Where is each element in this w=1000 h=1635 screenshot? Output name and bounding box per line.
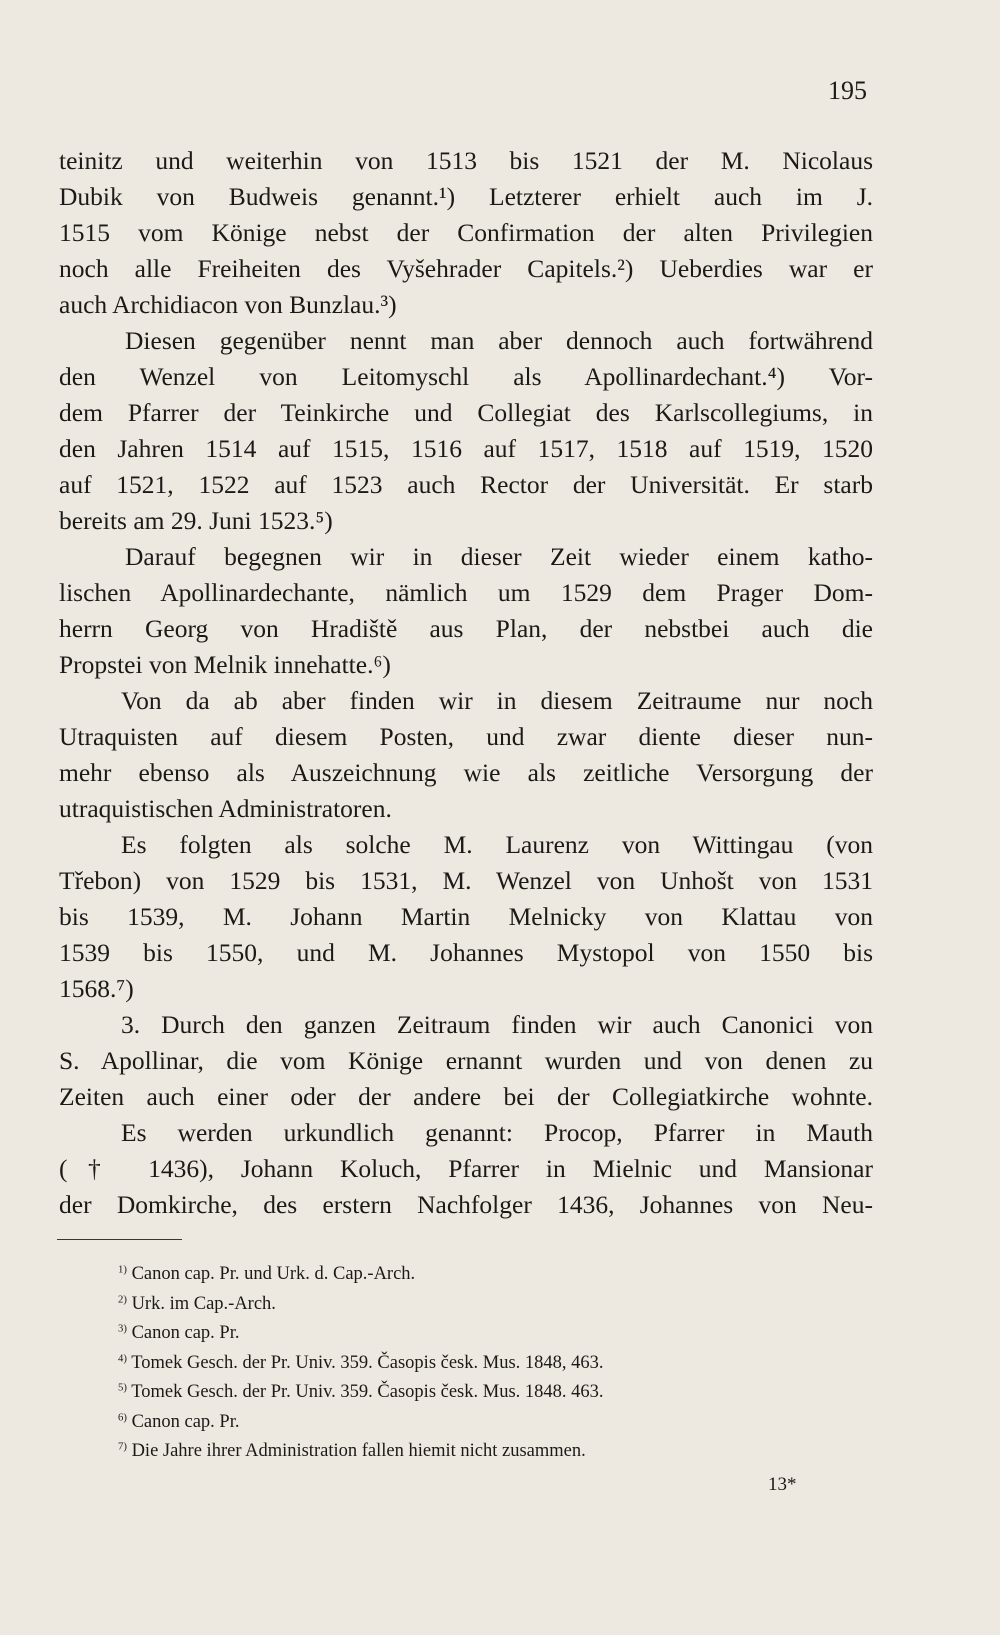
text-line: Dubik von Budweis genannt.¹) Letzterer erhielt auch im J. (59, 182, 873, 211)
footnote (118, 1437, 818, 1467)
text-line: Utraquisten auf diesem Posten, und zwar diente dieser nun- (59, 722, 873, 751)
footnote (118, 1378, 818, 1408)
text-line: der Domkirche, des erstern Nachfolger 1436, Johannes von Neu- (59, 1190, 873, 1219)
text-line: noch alle Freiheiten des Vyšehrader Capitels.²) Ueberdies war er (59, 254, 873, 283)
text-line: Třebon) von 1529 bis 1531, M. Wenzel von Unhošt von 1531 (59, 866, 873, 895)
text-line: S. Apollinar, die vom Könige ernannt wurden und von denen zu (59, 1046, 873, 1075)
text-line: Zeiten auch einer oder der andere bei der Collegiatkirche wohnte. (59, 1082, 873, 1111)
footnote-mark: 4) (118, 1351, 127, 1364)
text-line: 1539 bis 1550, und M. Johannes Mystopol von 1550 bis (59, 938, 873, 967)
text-line: bis 1539, M. Johann Martin Melnicky von Klattau von (59, 902, 873, 931)
footnote-text: Tomek Gesch. der Pr. Univ. 359. Časopis česk. Mus. 1848, 463. (131, 1352, 604, 1373)
text-line: 1515 vom Könige nebst der Confirmation der alten Privilegien (59, 218, 873, 247)
text-line: utraquistischen Administratoren. (59, 794, 392, 823)
footnote (118, 1408, 818, 1438)
footnote-mark: 7) (118, 1440, 127, 1453)
footnote-separator (57, 1239, 182, 1240)
footnote-text: Urk. im Cap.-Arch. (131, 1293, 276, 1314)
signature-mark: 13* (768, 1474, 797, 1495)
footnote-mark: 5) (118, 1381, 127, 1394)
footnote (118, 1319, 818, 1349)
text-line: herrn Georg von Hradiště aus Plan, der nebstbei auch die (59, 614, 873, 643)
text-line: auf 1521, 1522 auf 1523 auch Rector der Universität. Er starb (59, 470, 873, 499)
footnotes (118, 1260, 818, 1467)
text-line: auch Archidiacon von Bunzlau.³) (59, 290, 397, 319)
text-line: Darauf begegnen wir in dieser Zeit wieder einem katho- (125, 542, 873, 571)
page-number: 195 (828, 76, 867, 105)
text-line: mehr ebenso als Auszeichnung wie als zeitliche Versorgung der (59, 758, 873, 787)
text-line: Von da ab aber finden wir in diesem Zeitraume nur noch (121, 686, 873, 715)
text-line: Propstei von Melnik innehatte.⁶) (59, 650, 391, 679)
footnote-text: Die Jahre ihrer Administration fallen hiemit nicht zusammen. (131, 1441, 586, 1461)
footnote-text: Tomek Gesch. der Pr. Univ. 359. Časopis česk. Mus. 1848. 463. (131, 1382, 604, 1402)
footnote-mark: 3) (118, 1322, 127, 1335)
text-line: Es werden urkundlich genannt: Procop, Pfarrer in Mauth (121, 1118, 873, 1147)
text-line: dem Pfarrer der Teinkirche und Collegiat des Karlscollegiums, in (59, 398, 873, 427)
footnote-text: Canon cap. Pr. und Urk. d. Cap.-Arch. (131, 1264, 416, 1284)
footnote (118, 1290, 818, 1320)
body-text (59, 143, 873, 1223)
footnote (118, 1260, 818, 1290)
text-line: († 1436), Johann Koluch, Pfarrer in Mielnic und Mansionar (59, 1154, 873, 1183)
text-line: den Jahren 1514 auf 1515, 1516 auf 1517, 1518 auf 1519, 1520 (59, 434, 873, 463)
text-line: bereits am 29. Juni 1523.⁵) (59, 506, 333, 535)
footnote-mark: 6) (118, 1410, 127, 1423)
text-line: 3. Durch den ganzen Zeitraum finden wir auch Canonici von (121, 1010, 873, 1039)
text-line: den Wenzel von Leitomyschl als Apollinardechant.⁴) Vor- (59, 362, 873, 391)
text-line: Diesen gegenüber nennt man aber dennoch auch fortwährend (125, 326, 873, 355)
text-line: Es folgten als solche M. Laurenz von Wittingau (von (121, 830, 873, 859)
footnote (118, 1349, 818, 1379)
footnote-mark: 1) (118, 1263, 127, 1276)
footnote-text: Canon cap. Pr. (131, 1411, 240, 1432)
text-line: teinitz und weiterhin von 1513 bis 1521 der M. Nicolaus (59, 146, 873, 175)
text-line: lischen Apollinardechante, nämlich um 1529 dem Prager Dom- (59, 578, 873, 607)
text-line: 1568.⁷) (59, 974, 134, 1003)
footnote-text: Canon cap. Pr. (131, 1323, 240, 1343)
footnote-mark: 2) (118, 1292, 127, 1305)
